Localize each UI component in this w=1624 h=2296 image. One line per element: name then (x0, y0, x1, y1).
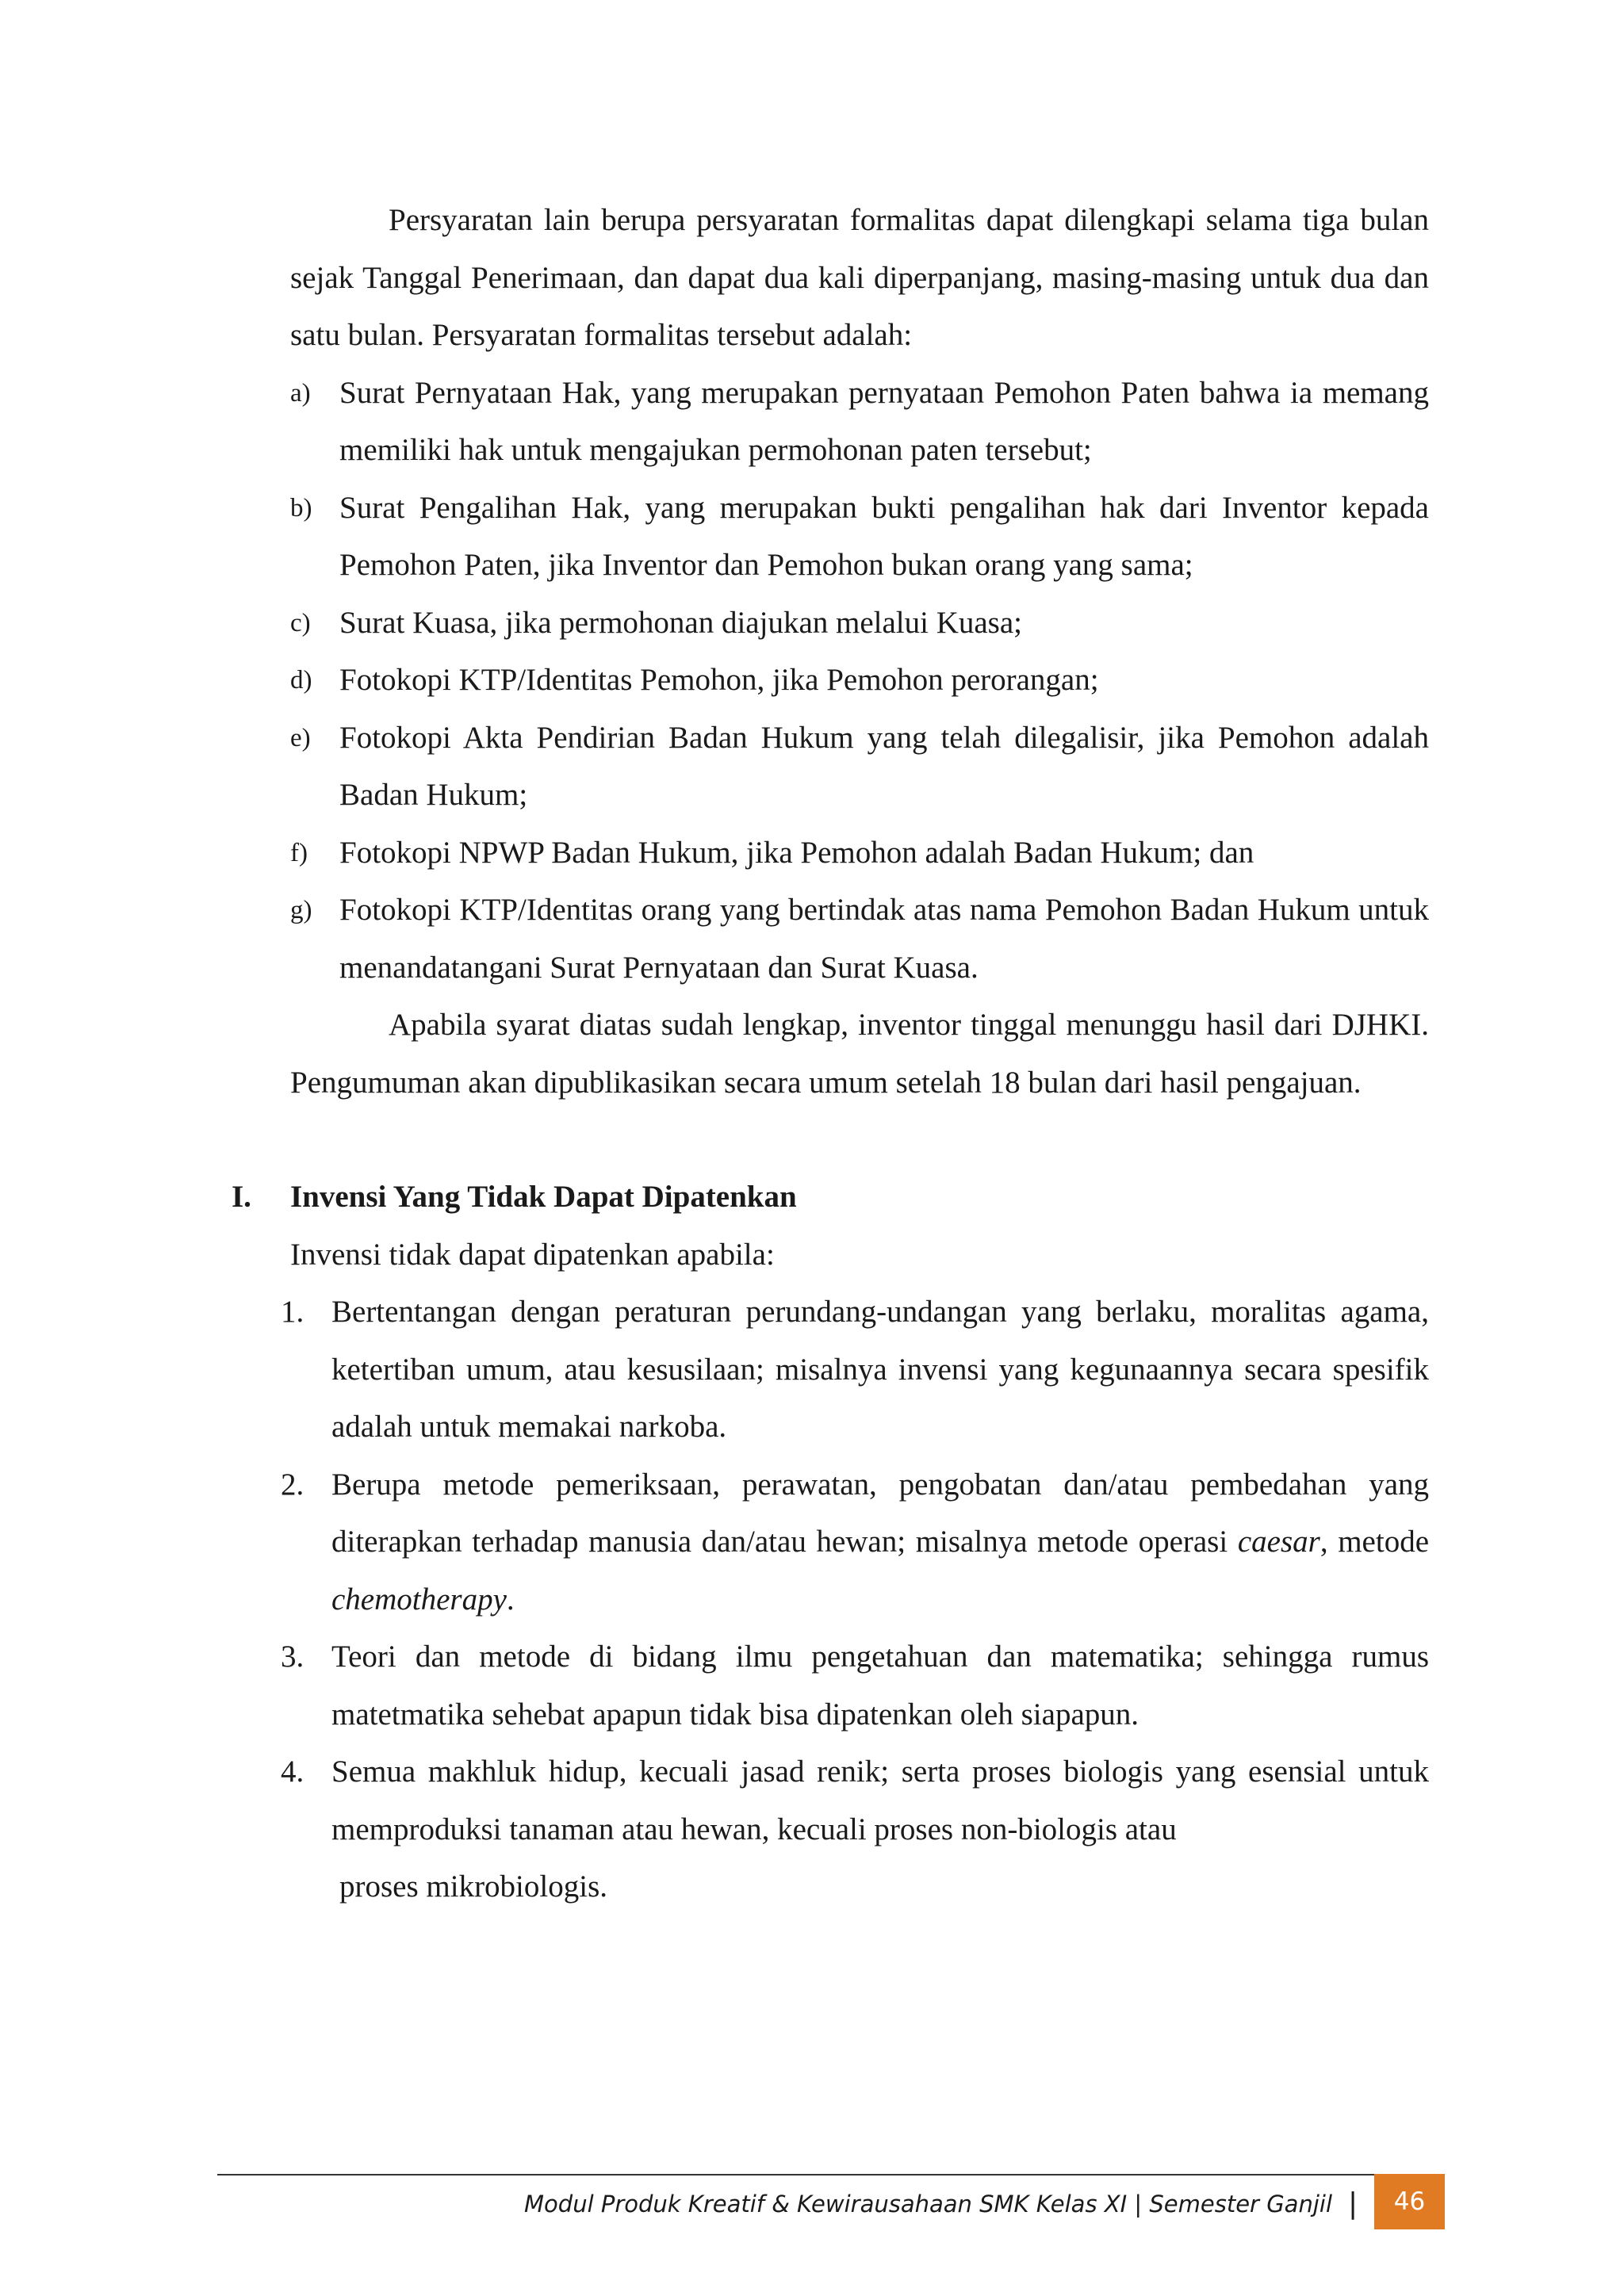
list-item (290, 595, 1429, 652)
list-item (290, 825, 1429, 882)
list-marker: a) (290, 378, 311, 408)
list-marker: c) (290, 608, 311, 637)
footer-module-title: Modul Produk Kreatif & Kewirausahaan SMK Kelas XI | Semester Ganjil (524, 2191, 1332, 2218)
list-item-text: Berupa metode pemeriksaan, perawatan, pengobatan dan/atau pembedahan yang diterapkan terhadap manusia dan/atau hewan; misalnya metode operasi (331, 1467, 1429, 1559)
page-number-badge: 46 (1374, 2174, 1445, 2229)
list-item (290, 480, 1429, 595)
list-marker: g) (290, 896, 312, 924)
list-item (290, 652, 1429, 710)
list-marker: f) (290, 838, 308, 867)
italic-term: caesar (1237, 1525, 1320, 1559)
list-item (281, 1628, 1429, 1743)
list-marker: e) (290, 723, 311, 752)
list-item-text: Bertentangan dengan peraturan perundang-undangan yang berlaku, moralitas agama, ketertiban umum, atau kesusilaan; misalnya invensi yang kegunaannya secara spesifik adalah untuk memakai narkoba. (331, 1295, 1429, 1444)
list-item (290, 710, 1429, 825)
section-heading (232, 1169, 1429, 1226)
list-item-text: Fotokopi Akta Pendirian Badan Hukum yang telah dilegalisir, jika Pemohon adalah Badan Hukum; (339, 720, 1429, 812)
requirements-list (290, 365, 1429, 997)
list-item-text: Surat Pengalihan Hak, yang merupakan bukti pengalihan hak dari Inventor kepada Pemohon Paten, jika Inventor dan Pemohon bukan orang yang sama; (339, 490, 1429, 582)
footer-rule (217, 2174, 1377, 2175)
section-title: Invensi Yang Tidak Dapat Dipatenkan (290, 1180, 797, 1214)
list-item-text: Semua makhluk hidup, kecuali jasad renik; serta proses biologis yang esensial untuk memproduksi tanaman atau hewan, kecuali proses non-biologis atau (331, 1755, 1429, 1846)
list-item-text: Fotokopi KTP/Identitas Pemohon, jika Pemohon perorangan; (339, 663, 1099, 697)
list-marker: 3. (281, 1640, 304, 1674)
non-patentable-list (281, 1284, 1430, 1916)
list-item (290, 365, 1429, 480)
list-marker: d) (290, 666, 312, 695)
list-item-text: Surat Kuasa, jika permohonan diajukan melalui Kuasa; (339, 605, 1023, 640)
list-marker: 4. (281, 1755, 304, 1789)
list-item-text: Fotokopi KTP/Identitas orang yang bertindak atas nama Pemohon Badan Hukum untuk menandatangani Surat Pernyataan dan Surat Kuasa. (339, 893, 1429, 985)
list-item (281, 1743, 1429, 1916)
list-marker: 2. (281, 1467, 304, 1502)
italic-term: chemotherapy (331, 1582, 507, 1617)
list-item-text: , metode (1320, 1525, 1430, 1559)
section-number: I. (232, 1180, 251, 1214)
list-item-text: . (506, 1582, 515, 1617)
list-item (281, 1284, 1429, 1456)
list-item (290, 882, 1429, 997)
list-item-text: Surat Pernyataan Hak, yang merupakan pernyataan Pemohon Paten bahwa ia memang memiliki hak untuk mengajukan permohonan paten tersebut; (339, 375, 1429, 467)
list-item (281, 1456, 1430, 1629)
list-item-text: Teori dan metode di bidang ilmu pengetahuan dan matematika; sehingga rumus matetmatika sehebat apapun tidak bisa dipatenkan oleh siapapun. (331, 1640, 1429, 1732)
list-item-text: Fotokopi NPWP Badan Hukum, jika Pemohon adalah Badan Hukum; dan (339, 835, 1254, 870)
list-marker: b) (290, 493, 312, 522)
list-item-text: proses mikrobiologis. (339, 1869, 607, 1904)
page-body (232, 192, 1430, 1916)
closing-paragraph: Apabila syarat diatas sudah lengkap, inventor tinggal menunggu hasil dari DJHKI. Pengumuman akan dipublikasikan secara umum setelah 18 bulan dari hasil pengajuan. (290, 1008, 1429, 1100)
list-marker: 1. (281, 1295, 304, 1329)
footer-separator: | (1348, 2187, 1358, 2220)
section-lead: Invensi tidak dapat dipatenkan apabila: (290, 1237, 775, 1272)
intro-paragraph: Persyaratan lain berupa persyaratan formalitas dapat dilengkapi selama tiga bulan sejak Tanggal Penerimaan, dan dapat dua kali diperpanjang, masing-masing untuk dua dan satu bulan. Persyaratan formalitas tersebut adalah: (290, 203, 1429, 352)
